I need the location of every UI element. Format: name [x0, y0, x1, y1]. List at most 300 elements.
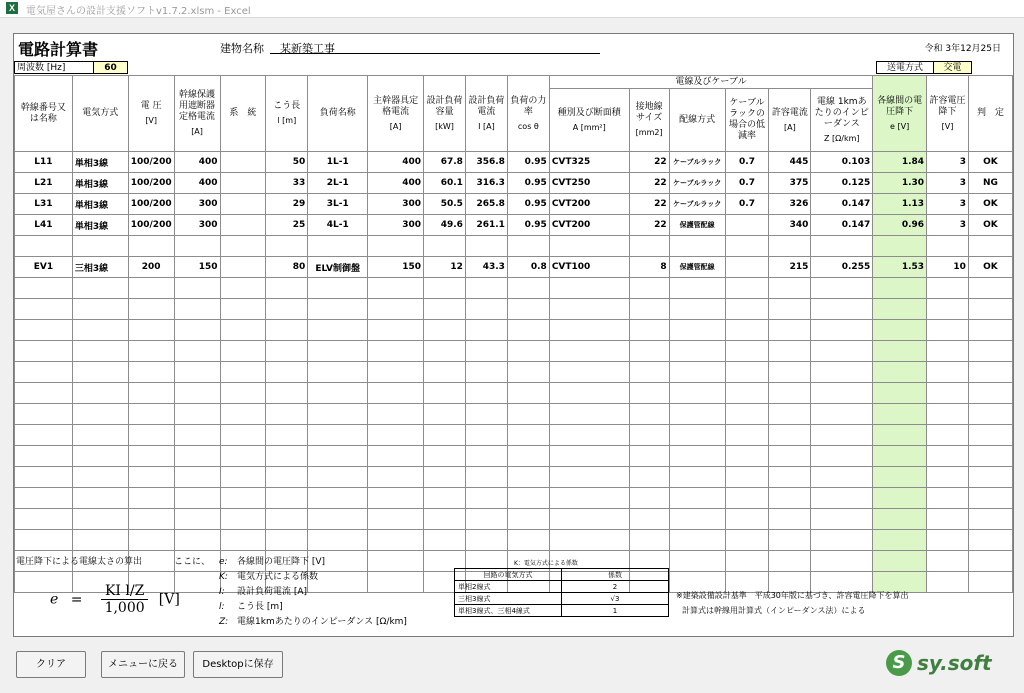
- table-cell[interactable]: CVT200: [549, 194, 629, 215]
- table-cell[interactable]: [424, 467, 466, 488]
- table-cell[interactable]: 0.8: [507, 257, 549, 278]
- table-cell[interactable]: 265.8: [465, 194, 507, 215]
- table-cell[interactable]: 326: [769, 194, 811, 215]
- table-cell[interactable]: [629, 362, 669, 383]
- table-cell[interactable]: [725, 362, 769, 383]
- table-cell[interactable]: 50: [266, 152, 308, 173]
- table-cell[interactable]: [465, 530, 507, 551]
- table-cell[interactable]: [629, 404, 669, 425]
- table-cell[interactable]: [174, 446, 220, 467]
- table-cell[interactable]: [769, 278, 811, 299]
- table-cell[interactable]: [725, 488, 769, 509]
- table-cell[interactable]: [424, 278, 466, 299]
- table-cell[interactable]: [220, 425, 266, 446]
- table-cell[interactable]: [266, 236, 308, 257]
- table-cell[interactable]: [220, 341, 266, 362]
- table-cell[interactable]: [873, 278, 927, 299]
- table-cell[interactable]: [368, 383, 424, 404]
- table-cell[interactable]: [507, 446, 549, 467]
- table-cell[interactable]: [266, 488, 308, 509]
- table-cell[interactable]: [15, 341, 73, 362]
- table-cell[interactable]: [769, 425, 811, 446]
- table-cell[interactable]: 0.95: [507, 215, 549, 236]
- table-cell[interactable]: [128, 467, 174, 488]
- table-cell[interactable]: [72, 488, 128, 509]
- table-cell[interactable]: 80: [266, 257, 308, 278]
- table-cell[interactable]: ケーブルラック: [669, 173, 725, 194]
- table-cell[interactable]: 1L-1: [308, 152, 368, 173]
- table-cell[interactable]: 22: [629, 173, 669, 194]
- table-cell[interactable]: [873, 467, 927, 488]
- table-cell[interactable]: 29: [266, 194, 308, 215]
- table-cell[interactable]: [725, 341, 769, 362]
- table-cell[interactable]: [725, 509, 769, 530]
- table-cell[interactable]: 1.30: [873, 173, 927, 194]
- table-cell[interactable]: [873, 509, 927, 530]
- table-cell[interactable]: [424, 320, 466, 341]
- table-cell[interactable]: [629, 530, 669, 551]
- table-cell[interactable]: [927, 383, 969, 404]
- table-cell[interactable]: [725, 467, 769, 488]
- table-cell[interactable]: 300: [174, 194, 220, 215]
- table-cell[interactable]: [465, 404, 507, 425]
- table-cell[interactable]: 100/200: [128, 173, 174, 194]
- table-cell[interactable]: [424, 446, 466, 467]
- table-cell[interactable]: [629, 509, 669, 530]
- table-cell[interactable]: 43.3: [465, 257, 507, 278]
- table-cell[interactable]: [220, 173, 266, 194]
- table-cell[interactable]: [669, 530, 725, 551]
- table-cell[interactable]: [128, 446, 174, 467]
- table-cell[interactable]: 0.7: [725, 173, 769, 194]
- table-cell[interactable]: [927, 236, 969, 257]
- table-cell[interactable]: [507, 383, 549, 404]
- table-cell[interactable]: [15, 236, 73, 257]
- table-cell[interactable]: [725, 257, 769, 278]
- table-cell[interactable]: [424, 488, 466, 509]
- table-cell[interactable]: [507, 278, 549, 299]
- table-cell[interactable]: 150: [368, 257, 424, 278]
- table-cell[interactable]: CVT200: [549, 215, 629, 236]
- table-cell[interactable]: [266, 404, 308, 425]
- table-cell[interactable]: 100/200: [128, 194, 174, 215]
- table-cell[interactable]: [266, 446, 308, 467]
- table-cell[interactable]: [174, 236, 220, 257]
- table-cell[interactable]: [811, 278, 873, 299]
- table-cell[interactable]: 67.8: [424, 152, 466, 173]
- table-cell[interactable]: 単相3線: [72, 194, 128, 215]
- table-cell[interactable]: [266, 362, 308, 383]
- table-cell[interactable]: [629, 383, 669, 404]
- table-cell[interactable]: [220, 509, 266, 530]
- table-cell[interactable]: [368, 299, 424, 320]
- table-cell[interactable]: 単相3線: [72, 173, 128, 194]
- table-cell[interactable]: [424, 425, 466, 446]
- table-cell[interactable]: [507, 341, 549, 362]
- table-cell[interactable]: [72, 530, 128, 551]
- table-cell[interactable]: 300: [368, 215, 424, 236]
- table-cell[interactable]: [669, 425, 725, 446]
- table-cell[interactable]: [174, 341, 220, 362]
- table-cell[interactable]: 0.125: [811, 173, 873, 194]
- table-cell[interactable]: [174, 320, 220, 341]
- table-cell[interactable]: [669, 509, 725, 530]
- table-cell[interactable]: [968, 383, 1012, 404]
- table-cell[interactable]: [424, 341, 466, 362]
- table-cell[interactable]: [368, 320, 424, 341]
- table-cell[interactable]: [266, 383, 308, 404]
- table-cell[interactable]: [725, 320, 769, 341]
- table-cell[interactable]: [308, 362, 368, 383]
- table-cell[interactable]: [128, 425, 174, 446]
- table-cell[interactable]: [811, 383, 873, 404]
- table-cell[interactable]: [308, 446, 368, 467]
- table-cell[interactable]: [72, 446, 128, 467]
- table-cell[interactable]: 316.3: [465, 173, 507, 194]
- table-cell[interactable]: [174, 404, 220, 425]
- table-cell[interactable]: 3: [927, 215, 969, 236]
- table-cell[interactable]: [220, 488, 266, 509]
- table-cell[interactable]: [220, 530, 266, 551]
- table-cell[interactable]: [669, 299, 725, 320]
- table-cell[interactable]: [465, 299, 507, 320]
- table-cell[interactable]: 60.1: [424, 173, 466, 194]
- transmission-input[interactable]: 交電: [934, 61, 972, 74]
- table-cell[interactable]: [927, 404, 969, 425]
- table-cell[interactable]: [220, 362, 266, 383]
- table-cell[interactable]: 保護管配線: [669, 215, 725, 236]
- table-cell[interactable]: 300: [174, 215, 220, 236]
- table-cell[interactable]: 375: [769, 173, 811, 194]
- table-cell[interactable]: [220, 257, 266, 278]
- table-cell[interactable]: [811, 320, 873, 341]
- table-cell[interactable]: [424, 530, 466, 551]
- table-cell[interactable]: [465, 383, 507, 404]
- table-cell[interactable]: OK: [968, 215, 1012, 236]
- table-cell[interactable]: [128, 488, 174, 509]
- table-cell[interactable]: [927, 299, 969, 320]
- table-cell[interactable]: 0.95: [507, 152, 549, 173]
- table-cell[interactable]: [368, 362, 424, 383]
- table-cell[interactable]: [769, 509, 811, 530]
- table-cell[interactable]: [927, 446, 969, 467]
- table-cell[interactable]: [873, 425, 927, 446]
- table-cell[interactable]: [669, 341, 725, 362]
- table-cell[interactable]: [811, 362, 873, 383]
- table-cell[interactable]: [15, 320, 73, 341]
- table-cell[interactable]: [769, 383, 811, 404]
- table-cell[interactable]: [968, 446, 1012, 467]
- table-cell[interactable]: [128, 299, 174, 320]
- table-cell[interactable]: [873, 299, 927, 320]
- table-cell[interactable]: 22: [629, 215, 669, 236]
- table-cell[interactable]: 0.147: [811, 194, 873, 215]
- table-cell[interactable]: [72, 341, 128, 362]
- table-cell[interactable]: [174, 530, 220, 551]
- table-cell[interactable]: [873, 320, 927, 341]
- table-cell[interactable]: [424, 404, 466, 425]
- table-cell[interactable]: [873, 404, 927, 425]
- table-cell[interactable]: 200: [128, 257, 174, 278]
- table-cell[interactable]: [811, 488, 873, 509]
- table-cell[interactable]: 25: [266, 215, 308, 236]
- table-cell[interactable]: 単相3線: [72, 215, 128, 236]
- table-cell[interactable]: [266, 320, 308, 341]
- table-cell[interactable]: [266, 467, 308, 488]
- table-cell[interactable]: CVT100: [549, 257, 629, 278]
- table-cell[interactable]: [927, 278, 969, 299]
- table-cell[interactable]: 1.13: [873, 194, 927, 215]
- table-cell[interactable]: 400: [368, 152, 424, 173]
- table-cell[interactable]: [174, 362, 220, 383]
- table-cell[interactable]: [72, 383, 128, 404]
- table-cell[interactable]: [15, 383, 73, 404]
- table-cell[interactable]: L21: [15, 173, 73, 194]
- table-cell[interactable]: [629, 425, 669, 446]
- table-cell[interactable]: [873, 383, 927, 404]
- table-cell[interactable]: [769, 404, 811, 425]
- table-cell[interactable]: [15, 404, 73, 425]
- table-cell[interactable]: 0.95: [507, 194, 549, 215]
- table-cell[interactable]: [72, 299, 128, 320]
- table-cell[interactable]: 150: [174, 257, 220, 278]
- table-cell[interactable]: [72, 278, 128, 299]
- table-cell[interactable]: [629, 446, 669, 467]
- table-cell[interactable]: EV1: [15, 257, 73, 278]
- table-cell[interactable]: 0.147: [811, 215, 873, 236]
- table-cell[interactable]: [725, 446, 769, 467]
- table-cell[interactable]: [968, 299, 1012, 320]
- table-cell[interactable]: L31: [15, 194, 73, 215]
- table-cell[interactable]: 0.7: [725, 194, 769, 215]
- table-cell[interactable]: 0.95: [507, 173, 549, 194]
- table-cell[interactable]: 0.96: [873, 215, 927, 236]
- table-cell[interactable]: [811, 425, 873, 446]
- table-cell[interactable]: [368, 236, 424, 257]
- table-cell[interactable]: [507, 404, 549, 425]
- table-cell[interactable]: 22: [629, 152, 669, 173]
- table-cell[interactable]: [72, 404, 128, 425]
- table-cell[interactable]: 3: [927, 152, 969, 173]
- table-cell[interactable]: 100/200: [128, 215, 174, 236]
- table-cell[interactable]: [769, 467, 811, 488]
- table-cell[interactable]: [873, 341, 927, 362]
- table-cell[interactable]: [968, 341, 1012, 362]
- table-cell[interactable]: [669, 320, 725, 341]
- table-cell[interactable]: [308, 404, 368, 425]
- table-cell[interactable]: [873, 446, 927, 467]
- table-cell[interactable]: [669, 467, 725, 488]
- table-cell[interactable]: [15, 446, 73, 467]
- table-cell[interactable]: [629, 467, 669, 488]
- table-cell[interactable]: [873, 362, 927, 383]
- table-cell[interactable]: ケーブルラック: [669, 152, 725, 173]
- table-cell[interactable]: 1.84: [873, 152, 927, 173]
- table-cell[interactable]: [368, 425, 424, 446]
- table-cell[interactable]: 10: [927, 257, 969, 278]
- table-cell[interactable]: 100/200: [128, 152, 174, 173]
- table-cell[interactable]: ケーブルラック: [669, 194, 725, 215]
- table-cell[interactable]: [927, 488, 969, 509]
- table-cell[interactable]: [368, 509, 424, 530]
- save-to-desktop-button[interactable]: Desktopに保存: [193, 651, 283, 678]
- table-cell[interactable]: [968, 467, 1012, 488]
- table-cell[interactable]: [725, 404, 769, 425]
- table-cell[interactable]: [174, 383, 220, 404]
- table-cell[interactable]: [811, 446, 873, 467]
- table-cell[interactable]: [368, 488, 424, 509]
- table-cell[interactable]: [368, 341, 424, 362]
- table-cell[interactable]: [769, 530, 811, 551]
- table-cell[interactable]: [769, 320, 811, 341]
- table-cell[interactable]: [769, 362, 811, 383]
- table-cell[interactable]: [15, 467, 73, 488]
- table-cell[interactable]: [811, 467, 873, 488]
- table-cell[interactable]: OK: [968, 152, 1012, 173]
- table-cell[interactable]: [873, 530, 927, 551]
- table-cell[interactable]: 1.53: [873, 257, 927, 278]
- table-cell[interactable]: [220, 404, 266, 425]
- table-cell[interactable]: [927, 530, 969, 551]
- table-cell[interactable]: [968, 530, 1012, 551]
- table-cell[interactable]: 33: [266, 173, 308, 194]
- table-cell[interactable]: [15, 488, 73, 509]
- table-cell[interactable]: [128, 383, 174, 404]
- table-cell[interactable]: [549, 404, 629, 425]
- table-cell[interactable]: 400: [174, 173, 220, 194]
- table-cell[interactable]: ELV制御盤: [308, 257, 368, 278]
- table-cell[interactable]: [220, 278, 266, 299]
- table-cell[interactable]: 3: [927, 194, 969, 215]
- table-cell[interactable]: [220, 152, 266, 173]
- table-cell[interactable]: [968, 488, 1012, 509]
- table-cell[interactable]: OK: [968, 194, 1012, 215]
- table-cell[interactable]: [507, 488, 549, 509]
- table-cell[interactable]: 3L-1: [308, 194, 368, 215]
- table-cell[interactable]: [424, 236, 466, 257]
- table-cell[interactable]: [465, 278, 507, 299]
- table-cell[interactable]: 2L-1: [308, 173, 368, 194]
- table-cell[interactable]: 保護管配線: [669, 257, 725, 278]
- building-name-field[interactable]: 某新築工事: [270, 40, 600, 54]
- table-cell[interactable]: [424, 299, 466, 320]
- frequency-input[interactable]: 60: [94, 61, 128, 74]
- table-cell[interactable]: [968, 425, 1012, 446]
- table-cell[interactable]: [174, 278, 220, 299]
- table-cell[interactable]: [927, 362, 969, 383]
- table-cell[interactable]: [308, 320, 368, 341]
- table-cell[interactable]: 単相3線: [72, 152, 128, 173]
- table-cell[interactable]: [669, 383, 725, 404]
- table-cell[interactable]: [128, 530, 174, 551]
- table-cell[interactable]: [72, 509, 128, 530]
- table-cell[interactable]: [507, 425, 549, 446]
- table-cell[interactable]: [507, 509, 549, 530]
- table-cell[interactable]: [220, 383, 266, 404]
- table-cell[interactable]: NG: [968, 173, 1012, 194]
- table-cell[interactable]: [424, 509, 466, 530]
- table-cell[interactable]: [220, 236, 266, 257]
- table-cell[interactable]: [507, 362, 549, 383]
- table-cell[interactable]: 445: [769, 152, 811, 173]
- table-cell[interactable]: [465, 488, 507, 509]
- table-cell[interactable]: [308, 278, 368, 299]
- table-cell[interactable]: [927, 509, 969, 530]
- table-cell[interactable]: [769, 446, 811, 467]
- table-cell[interactable]: [15, 362, 73, 383]
- table-cell[interactable]: [507, 320, 549, 341]
- table-cell[interactable]: L11: [15, 152, 73, 173]
- table-cell[interactable]: [424, 362, 466, 383]
- table-cell[interactable]: [368, 404, 424, 425]
- table-cell[interactable]: CVT325: [549, 152, 629, 173]
- table-cell[interactable]: 400: [368, 173, 424, 194]
- table-cell[interactable]: [308, 341, 368, 362]
- table-cell[interactable]: [128, 404, 174, 425]
- table-cell[interactable]: OK: [968, 257, 1012, 278]
- table-cell[interactable]: [549, 467, 629, 488]
- table-cell[interactable]: [266, 509, 308, 530]
- table-cell[interactable]: [368, 467, 424, 488]
- table-cell[interactable]: [72, 467, 128, 488]
- table-cell[interactable]: [725, 278, 769, 299]
- table-cell[interactable]: 400: [174, 152, 220, 173]
- table-cell[interactable]: [811, 509, 873, 530]
- table-cell[interactable]: [549, 236, 629, 257]
- table-cell[interactable]: [968, 320, 1012, 341]
- table-cell[interactable]: [368, 446, 424, 467]
- table-cell[interactable]: [465, 509, 507, 530]
- table-cell[interactable]: [266, 341, 308, 362]
- table-cell[interactable]: [220, 467, 266, 488]
- table-cell[interactable]: 0.103: [811, 152, 873, 173]
- table-cell[interactable]: [72, 320, 128, 341]
- table-cell[interactable]: [873, 488, 927, 509]
- table-cell[interactable]: [811, 236, 873, 257]
- table-cell[interactable]: [15, 278, 73, 299]
- table-cell[interactable]: [128, 278, 174, 299]
- table-cell[interactable]: [308, 467, 368, 488]
- table-cell[interactable]: [669, 446, 725, 467]
- table-cell[interactable]: 4L-1: [308, 215, 368, 236]
- table-cell[interactable]: [465, 341, 507, 362]
- table-cell[interactable]: 12: [424, 257, 466, 278]
- table-cell[interactable]: [174, 488, 220, 509]
- table-cell[interactable]: [465, 446, 507, 467]
- table-cell[interactable]: [368, 530, 424, 551]
- table-cell[interactable]: [725, 383, 769, 404]
- table-cell[interactable]: [507, 236, 549, 257]
- table-cell[interactable]: 0.255: [811, 257, 873, 278]
- table-cell[interactable]: [465, 236, 507, 257]
- table-cell[interactable]: [811, 341, 873, 362]
- table-cell[interactable]: [72, 236, 128, 257]
- table-cell[interactable]: [549, 425, 629, 446]
- table-cell[interactable]: [507, 467, 549, 488]
- table-cell[interactable]: [368, 278, 424, 299]
- table-cell[interactable]: [174, 509, 220, 530]
- table-cell[interactable]: [549, 530, 629, 551]
- table-cell[interactable]: [669, 362, 725, 383]
- table-cell[interactable]: [15, 425, 73, 446]
- table-cell[interactable]: [725, 215, 769, 236]
- table-cell[interactable]: [128, 320, 174, 341]
- table-cell[interactable]: 340: [769, 215, 811, 236]
- table-cell[interactable]: [15, 530, 73, 551]
- table-cell[interactable]: [549, 341, 629, 362]
- table-cell[interactable]: [549, 446, 629, 467]
- table-cell[interactable]: [266, 425, 308, 446]
